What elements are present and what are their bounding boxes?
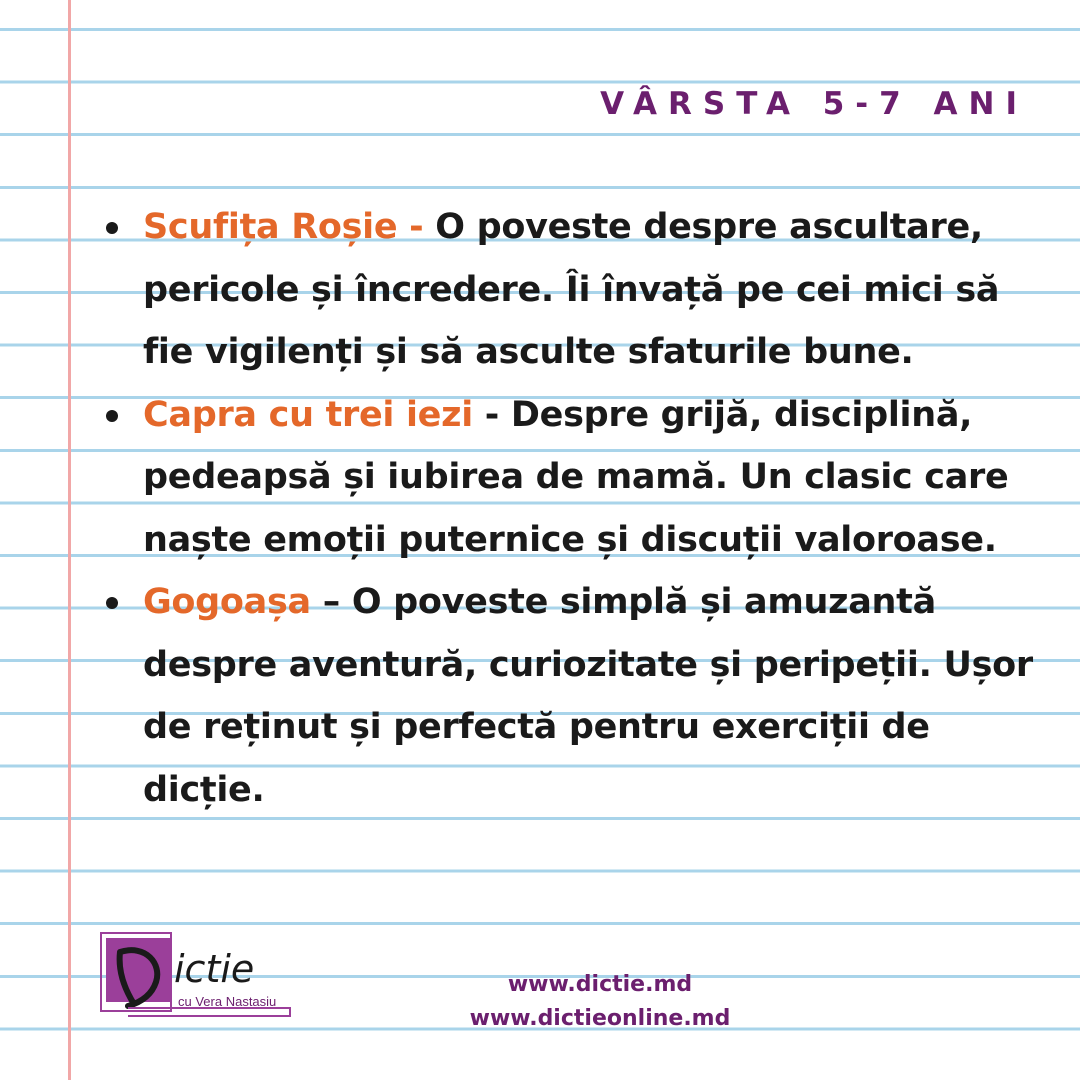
story-description: - Despre grijă, disciplină, pedeapsă și iubirea de mamă. Un clasic care naște emoții puternice și discuții valoroase.: [143, 394, 1009, 560]
website-link-dictie[interactable]: www.dictie.md: [507, 972, 693, 997]
story-description: O poveste despre ascultare, pericole și încredere. Îi învață pe cei mici să fie vigilenți și să asculte sfaturile bune.: [143, 207, 1000, 372]
logo-wordmark: ictie: [174, 947, 255, 991]
story-title: Capra cu trei iezi: [143, 394, 473, 435]
story-item-capra-cu-trei-iezi: [104, 384, 1054, 572]
story-title: Gogoașa: [143, 582, 311, 622]
story-list: [104, 196, 1054, 821]
dictie-logo: [98, 930, 298, 1020]
margin-line: [68, 0, 71, 1080]
story-item-gogoasa: [104, 571, 1054, 821]
website-link-dictieonline[interactable]: www.dictieonline.md: [469, 1006, 731, 1031]
dictie-logo-graphic: [98, 930, 298, 1020]
bullet-icon: [106, 597, 118, 609]
website-links: [400, 968, 800, 1036]
story-description: – O poveste simplă și amuzantă despre aventură, curiozitate și peripeții. Ușor de reținut și perfectă pentru exerciții de dicție.: [143, 582, 1033, 810]
bullet-icon: [106, 222, 118, 234]
story-title: Scufița Roșie -: [143, 207, 424, 247]
story-item-scufita-rosie: [104, 196, 1054, 384]
logo-tagline: cu Vera Nastasiu: [178, 994, 277, 1009]
age-range-heading: VÂRSTA 5-7 ANI: [600, 86, 1028, 122]
bullet-icon: [106, 410, 118, 422]
